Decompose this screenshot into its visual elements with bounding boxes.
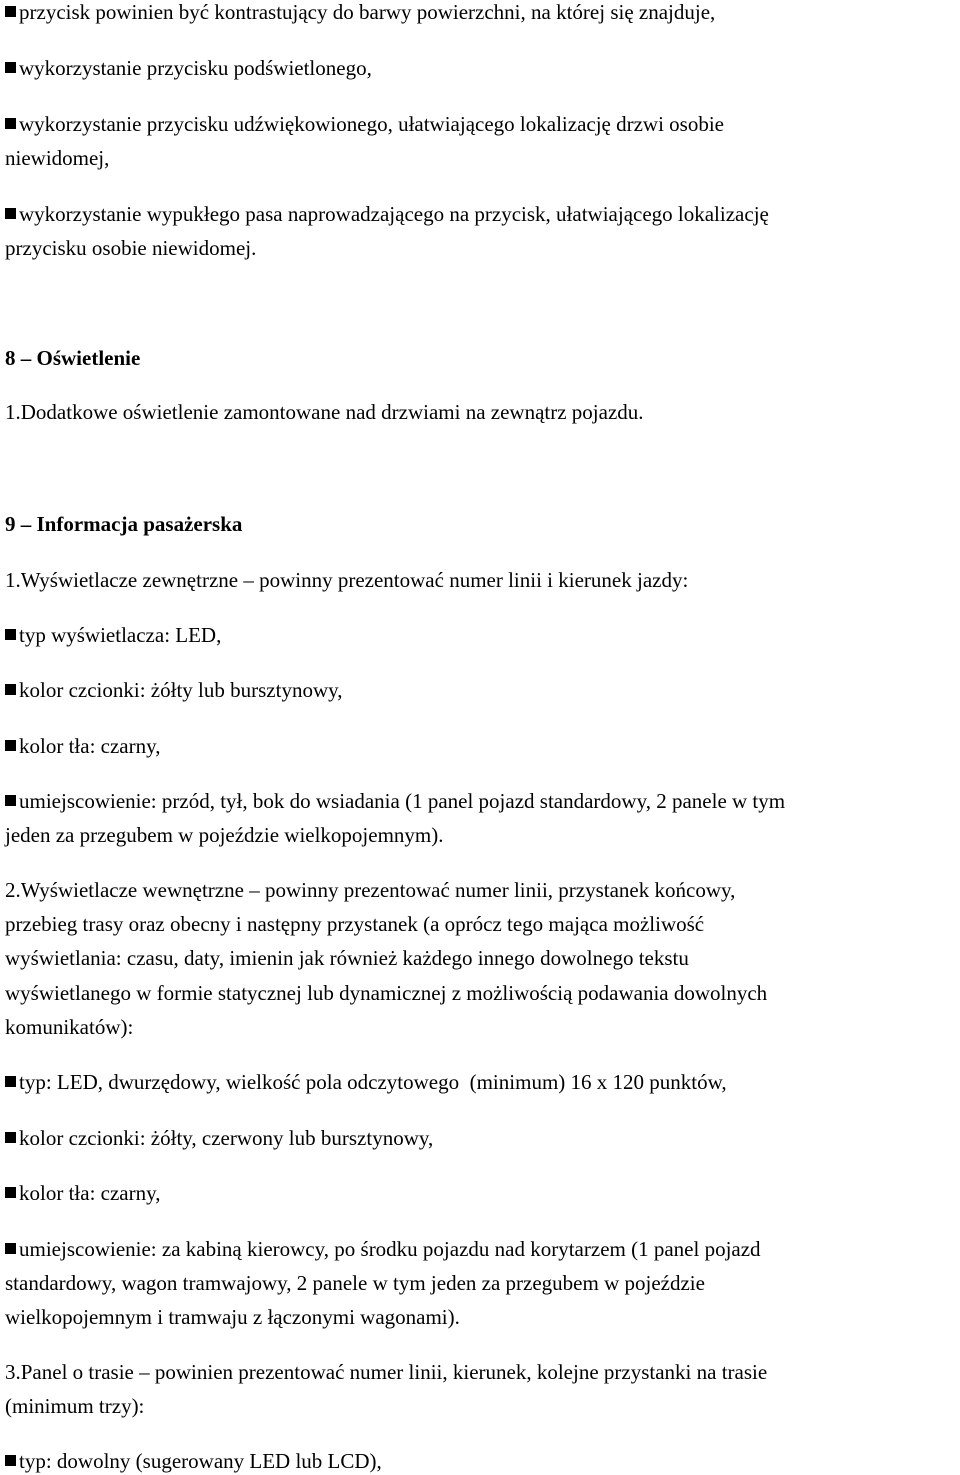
bullet-continuation: standardowy, wagon tramwajowy, 2 panele w tym jeden za przegubem w pojeździe: [5, 1271, 705, 1295]
paragraph-lighting-1: 1.Dodatkowe oświetlenie zamontowane nad drzwiami na zewnątrz pojazdu.: [5, 400, 644, 424]
bullet-square-icon: [5, 1243, 16, 1254]
bullet-square-icon: [5, 62, 16, 73]
section-heading-lighting: 8 – Oświetlenie: [5, 346, 141, 370]
bullet-square-icon: [5, 684, 16, 695]
bullet-text: wykorzystanie wypukłego pasa naprowadzającego na przycisk, ułatwiającego lokalizację: [19, 202, 769, 226]
bullet-square-icon: [5, 740, 16, 751]
bullet-item: [5, 623, 221, 647]
bullet-square-icon: [5, 1076, 16, 1087]
bullet-item: [5, 1126, 433, 1150]
bullet-text: przycisk powinien być kontrastujący do barwy powierzchni, na której się znajduje,: [19, 0, 716, 24]
bullet-square-icon: [5, 629, 16, 640]
paragraph-route-panel-line: (minimum trzy):: [5, 1394, 145, 1418]
bullet-text: typ: dowolny (sugerowany LED lub LCD),: [19, 1449, 382, 1473]
bullet-item: [5, 1070, 727, 1094]
bullet-text: umiejscowienie: przód, tył, bok do wsiadania (1 panel pojazd standardowy, 2 panele w tym: [19, 789, 786, 813]
bullet-item: [5, 678, 343, 702]
bullet-text: wykorzystanie przycisku udźwiękowionego, ułatwiającego lokalizację drzwi osobie: [19, 112, 725, 136]
bullet-item: [5, 1237, 761, 1261]
bullet-text: wykorzystanie przycisku podświetlonego,: [19, 56, 372, 80]
section-heading-passenger-info: 9 – Informacja pasażerska: [5, 512, 243, 536]
bullet-continuation: przycisku osobie niewidomej.: [5, 236, 257, 260]
bullet-continuation: jeden za przegubem w pojeździe wielkopojemnym).: [5, 823, 444, 847]
bullet-text: kolor czcionki: żółty lub bursztynowy,: [19, 678, 343, 702]
bullet-item: [5, 112, 724, 136]
bullet-item: [5, 202, 769, 226]
bullet-square-icon: [5, 795, 16, 806]
bullet-item: [5, 56, 372, 80]
paragraph-internal-displays-line: komunikatów):: [5, 1015, 134, 1039]
paragraph-route-panel-line: 3.Panel o trasie – powinien prezentować numer linii, kierunek, kolejne przystanki na trasie: [5, 1360, 768, 1384]
paragraph-internal-displays-line: 2.Wyświetlacze wewnętrzne – powinny prezentować numer linii, przystanek końcowy,: [5, 878, 736, 902]
bullet-text: kolor tła: czarny,: [19, 734, 161, 758]
bullet-item: [5, 0, 715, 24]
bullet-item: [5, 734, 161, 758]
bullet-item: [5, 1449, 382, 1473]
bullet-text: typ: LED, dwurzędowy, wielkość pola odczytowego (minimum) 16 x 120 punktów,: [19, 1070, 727, 1094]
paragraph-internal-displays-line: przebieg trasy oraz obecny i następny przystanek (a oprócz tego mająca możliwość: [5, 912, 705, 936]
bullet-square-icon: [5, 1455, 16, 1466]
bullet-continuation: niewidomej,: [5, 146, 110, 170]
bullet-square-icon: [5, 6, 16, 17]
bullet-square-icon: [5, 118, 16, 129]
paragraph-internal-displays-line: wyświetlanego w formie statycznej lub dynamicznej z możliwością podawania dowolnych: [5, 981, 768, 1005]
bullet-text: umiejscowienie: za kabiną kierowcy, po środku pojazdu nad korytarzem (1 panel pojazd: [19, 1237, 761, 1261]
bullet-text: typ wyświetlacza: LED,: [19, 623, 222, 647]
bullet-item: [5, 1181, 161, 1205]
paragraph-internal-displays-line: wyświetlania: czasu, daty, imienin jak również każdego innego dowolnego tekstu: [5, 946, 689, 970]
bullet-square-icon: [5, 1132, 16, 1143]
bullet-square-icon: [5, 1187, 16, 1198]
bullet-text: kolor tła: czarny,: [19, 1181, 161, 1205]
bullet-text: kolor czcionki: żółty, czerwony lub bursztynowy,: [19, 1126, 434, 1150]
bullet-item: [5, 789, 785, 813]
paragraph-external-displays: 1.Wyświetlacze zewnętrzne – powinny prezentować numer linii i kierunek jazdy:: [5, 568, 689, 592]
bullet-square-icon: [5, 208, 16, 219]
bullet-continuation: wielkopojemnym i tramwaju z łączonymi wagonami).: [5, 1305, 460, 1329]
